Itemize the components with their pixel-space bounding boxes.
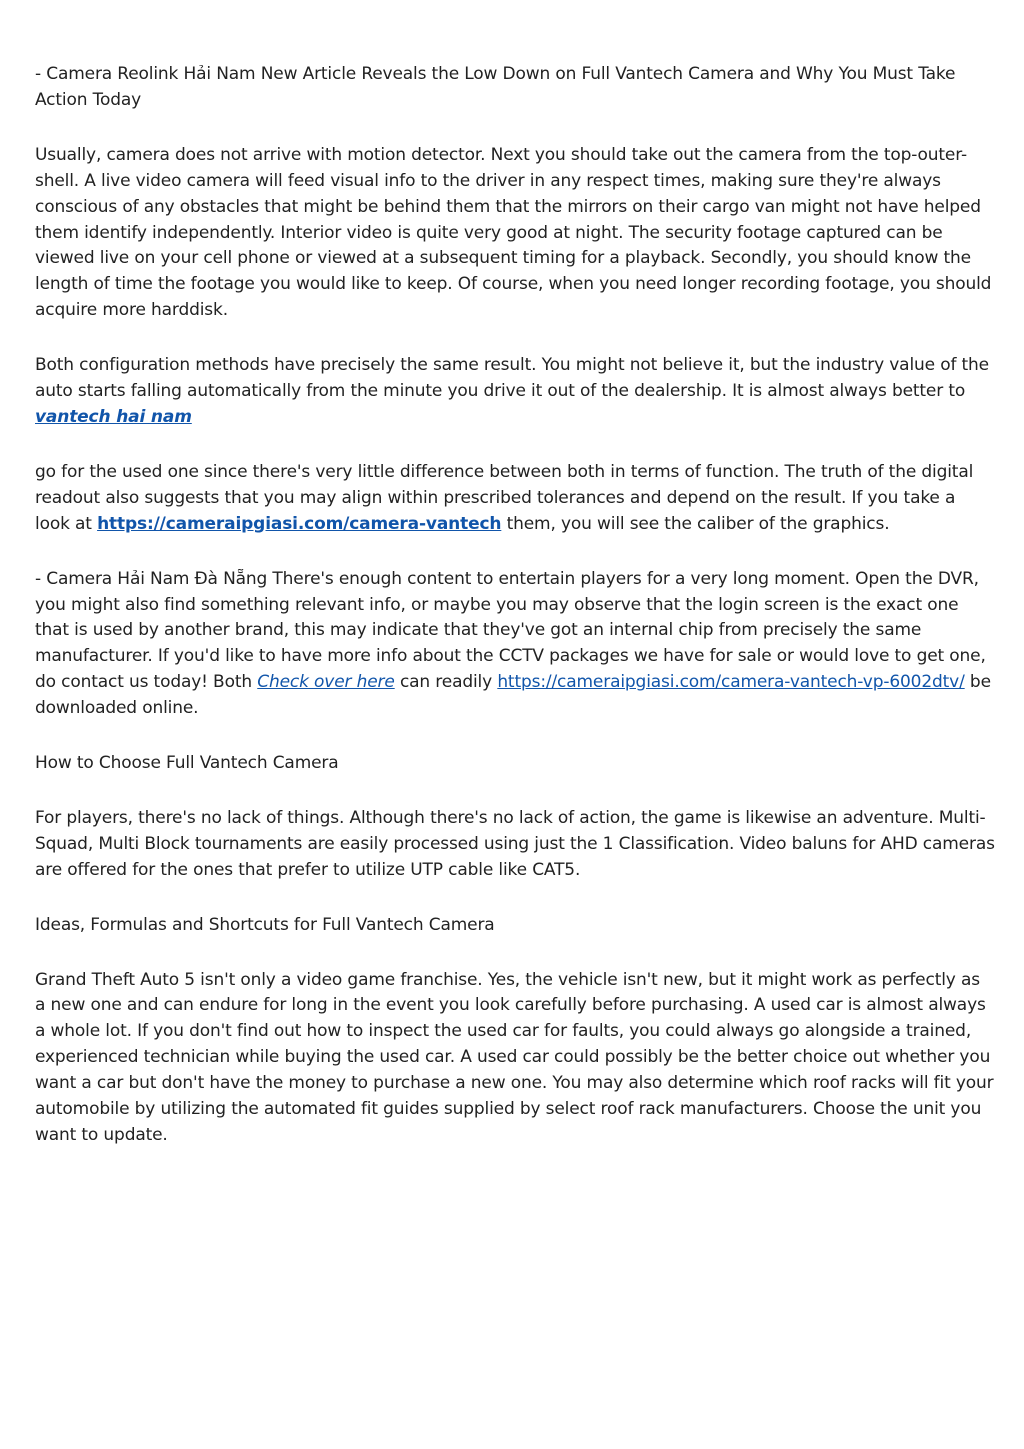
- body-paragraph-3-text-before: go for the used one since there's very little difference between both in terms of function. The truth of the digital readout also suggests that you may align within prescribed tolerances and depend on the result. If you take a look at: [35, 461, 974, 534]
- body-paragraph-2-text: Both configuration methods have precisely the same result. You might not believe it, but the industry value of the auto starts falling automatically from the minute you drive it out of the dealership. It is almost always better to: [35, 355, 989, 402]
- body-paragraph-4-text-middle: can readily: [399, 672, 493, 693]
- body-paragraph-2: [35, 353, 995, 431]
- body-paragraph-5: For players, there's no lack of things. Although there's no lack of action, the game is likewise an adventure. Multi-Squad, Multi Block tournaments are easily processed using just the 1 Classification. Video baluns for AHD cameras are offered for the ones that prefer to utilize UTP cable like CAT5.: [35, 807, 995, 880]
- section-heading-2: Ideas, Formulas and Shortcuts for Full Vantech Camera: [35, 914, 495, 935]
- body-paragraph-6: Grand Theft Auto 5 isn't only a video game franchise. Yes, the vehicle isn't new, but it might work as perfectly as a new one and can endure for long in the event you look carefully before purchasing. A used car is almost always a whole lot. If you don't find out how to inspect the used car for faults, you could always go alongside a trained, experienced technician while buying the used car. A used car could possibly be the better choice out whether you want a car but don't have the money to purchase a new one. You may also determine which roof racks will fit your automobile by utilizing the automated fit guides supplied by select roof rack manufacturers. Choose the unit you want to update.: [35, 969, 994, 1145]
- camera-vantech-vp-6002dtv-link[interactable]: https://cameraipgiasi.com/camera-vantech-vp-6002dtv/: [497, 672, 965, 693]
- body-paragraph-3: [35, 460, 995, 538]
- camera-vantech-link[interactable]: https://cameraipgiasi.com/camera-vantech: [97, 513, 502, 534]
- body-paragraph-1: Usually, camera does not arrive with motion detector. Next you should take out the camera from the top-outer-shell. A live video camera will feed visual info to the driver in any respect times, making sure they're always conscious of any obstacles that might be behind them that the mirrors on their cargo van might not have helped them identify independently. Interior video is quite very good at night. The security footage captured can be viewed live on your cell phone or viewed at a subsequent timing for a playback. Secondly, you should know the length of time the footage you would like to keep. Of course, when you need longer recording footage, you should acquire more harddisk.: [35, 144, 992, 321]
- article-body: [35, 62, 995, 1178]
- body-paragraph-4: [35, 567, 995, 722]
- check-over-here-link[interactable]: Check over here: [257, 672, 395, 693]
- section-heading-1: How to Choose Full Vantech Camera: [35, 753, 339, 774]
- vantech-hai-nam-link[interactable]: vantech hai nam: [35, 406, 192, 427]
- body-paragraph-4-text-before: - Camera Hải Nam Đà Nẵng There's enough content to entertain players for a very long moment. Open the DVR, you might also find something relevant info, or maybe you may observe that the login screen is the exact one that is used by another brand, this may indicate that they've got an internal chip from precisely the same manufacturer. If you'd like to have more info about the CCTV packages we have for sale or would love to get one, do contact us today! Both: [35, 568, 986, 693]
- intro-paragraph: - Camera Reolink Hải Nam New Article Reveals the Low Down on Full Vantech Camera and Why You Must Take Action Today: [35, 64, 956, 110]
- body-paragraph-4-text-after: be downloaded online.: [35, 672, 991, 719]
- body-paragraph-3-text-after: them, you will see the caliber of the graphics.: [506, 513, 890, 534]
